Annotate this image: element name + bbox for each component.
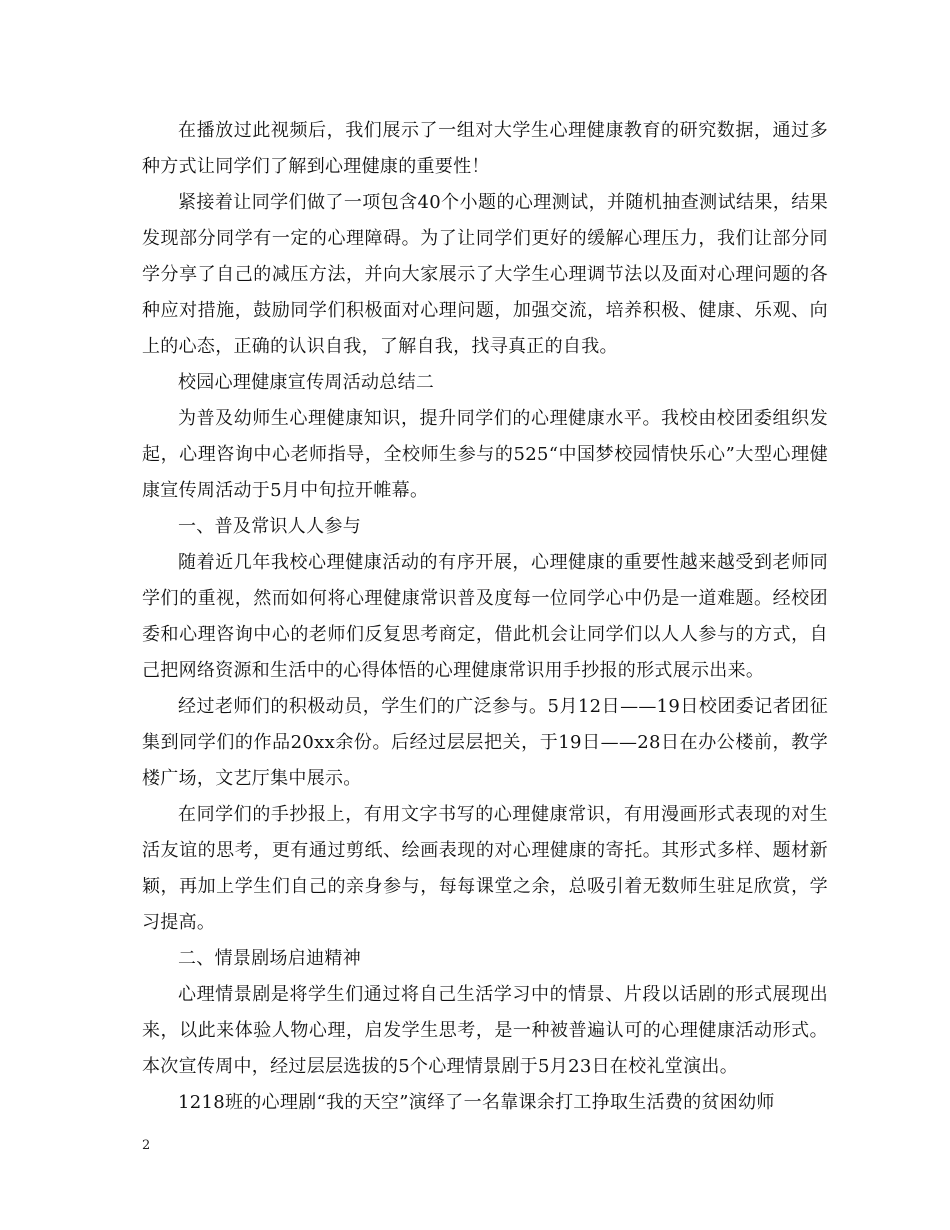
- document-body: [142, 113, 828, 1121]
- paragraph: 紧接着让同学们做了一项包含40个小题的心理测试，并随机抽查测试结果，结果发现部分同学有一定的心理障碍。为了让同学们更好的缓解心理压力，我们让部分同学分享了自己的减压方法，并向大家展示了大学生心理调节法以及面对心理问题的各种应对措施，鼓励同学们积极面对心理问题，加强交流，培养积极、健康、乐观、向上的心态，正确的认识自我，了解自我，找寻真正的自我。: [142, 192, 828, 357]
- section-heading: 一、普及常识人人参与: [178, 516, 361, 537]
- paragraph: 心理情景剧是将学生们通过将自己生活学习中的情景、片段以话剧的形式展现出来，以此来体验人物心理，启发学生思考，是一种被普遍认可的心理健康活动形式。本次宣传周中，经过层层选拔的5个心理情景剧于5月23日在校礼堂演出。: [142, 984, 828, 1077]
- paragraph: 随着近几年我校心理健康活动的有序开展，心理健康的重要性越来越受到老师同学们的重视，然而如何将心理健康常识普及度每一位同学心中仍是一道难题。经校团委和心理咨询中心的老师们反复思考商定，借此机会让同学们以人人参与的方式，自己把网络资源和生活中的心得体悟的心理健康常识用手抄报的形式展示出来。: [142, 552, 828, 681]
- paragraph: 1218班的心理剧“我的天空”演绎了一名靠课余打工挣取生活费的贫困幼师: [178, 1092, 775, 1113]
- section-title: 校园心理健康宣传周活动总结二: [178, 372, 435, 393]
- paragraph: 在播放过此视频后，我们展示了一组对大学生心理健康教育的研究数据，通过多种方式让同学们了解到心理健康的重要性！: [142, 120, 828, 177]
- section-heading: 二、情景剧场启迪精神: [178, 948, 361, 969]
- paragraph: 在同学们的手抄报上，有用文字书写的心理健康常识，有用漫画形式表现的对生活友谊的思考，更有通过剪纸、绘画表现的对心理健康的寄托。其形式多样、题材新颖，再加上学生们自己的亲身参与，每每课堂之余，总吸引着无数师生驻足欣赏，学习提高。: [142, 804, 828, 933]
- paragraph: 为普及幼师生心理健康知识，提升同学们的心理健康水平。我校由校团委组织发起，心理咨询中心老师指导，全校师生参与的525“中国梦校园情快乐心”大型心理健康宣传周活动于5月中旬拉开帷幕。: [142, 408, 828, 501]
- paragraph: 经过老师们的积极动员，学生们的广泛参与。5月12日——19日校团委记者团征集到同学们的作品20xx余份。后经过层层把关，于19日——28日在办公楼前，教学楼广场，文艺厅集中展示。: [142, 696, 828, 789]
- page-number: 2: [142, 1138, 151, 1153]
